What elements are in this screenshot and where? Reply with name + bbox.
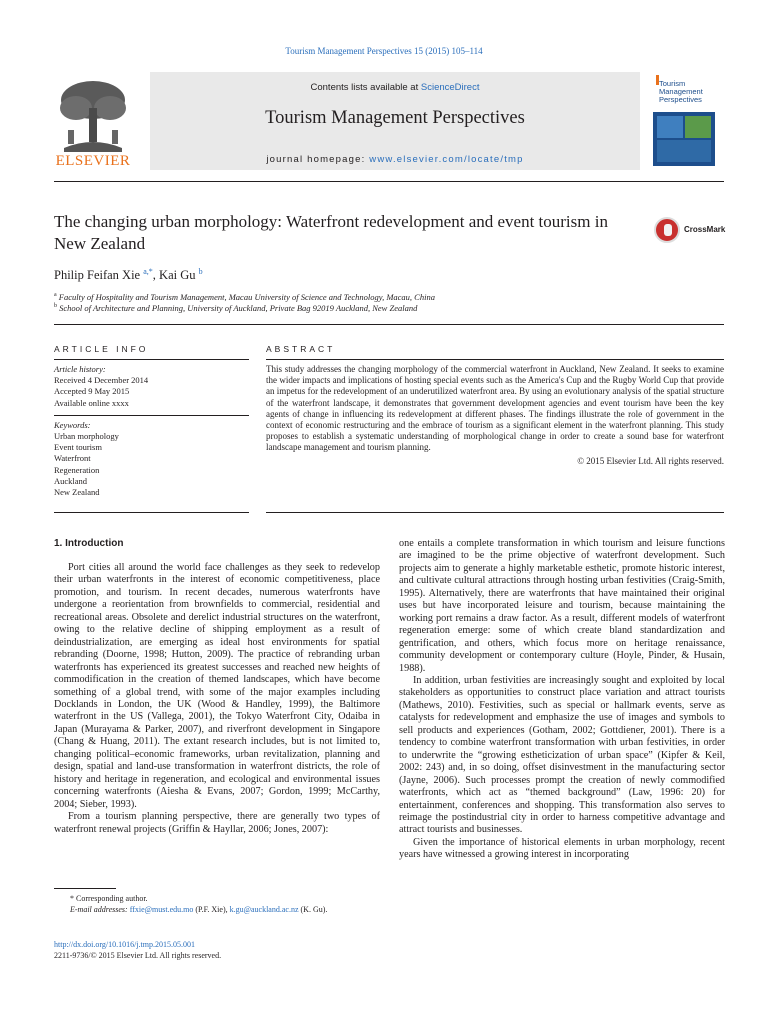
email-link[interactable]: ffxie@must.edu.mo bbox=[129, 904, 194, 914]
divider bbox=[54, 359, 249, 360]
abstract-body bbox=[266, 364, 724, 467]
author-name: Philip Feifan Xie bbox=[54, 268, 141, 283]
paper-title: The changing urban morphology: Waterfront redevelopment and event tourism in New Zealand bbox=[54, 212, 608, 253]
author-list: Philip Feifan Xie $^{a,*}$, Kai Gu $^b$ bbox=[54, 267, 203, 283]
footnote bbox=[54, 894, 384, 915]
divider bbox=[54, 512, 249, 513]
abstract-copyright: © 2015 Elsevier Ltd. All rights reserved. bbox=[577, 455, 724, 466]
history-item: Available online xxxx bbox=[54, 397, 129, 408]
body-paragraph: From a tourism planning perspective, there are generally two types of waterfront renewal projects (Griffin & Hayllar, 2006; Jones, 2007): bbox=[54, 811, 380, 835]
body-paragraph: In addition, urban festivities are increasingly sought and exploited by local stakeholders as opportunities to construct place variation and attract tourists (Mathews, 2010). Festivities, such as special or hallmark events, serve as catalysts for redevelopment and emphasize the use of images and symbols to sell products and experiences (Gotham, 2002; Gottdiener, 2001). There is a tendency to combine waterfront transformation with urban festivities, in order to underwrite the “growing estheticization of urban space” (Kipfer & Keil, 2002: 243) and, in so doing, offset disinvestment in the manufacturing sector (Jayne, 2006). Such processes prompt the creation of newly commodified waterfronts, which act as “themed background” (Law, 1996: 20) for entertainment, conferences and shopping. This transformation also serves to reimage the postindustrial city in order to harness competitive advantage and attract tourists and businesses. bbox=[399, 674, 725, 836]
crossmark-badge[interactable]: CrossMark bbox=[654, 217, 734, 245]
history-item: Received 4 December 2014 bbox=[54, 375, 149, 386]
history-item: Accepted 9 May 2015 bbox=[54, 386, 130, 397]
author-affil-mark[interactable]: a,* bbox=[143, 267, 153, 276]
section-heading: 1. Introduction bbox=[54, 538, 124, 549]
cover-title: Tourism Management Perspectives bbox=[659, 79, 703, 104]
elsevier-tree-icon bbox=[54, 78, 132, 154]
crossmark-icon bbox=[654, 217, 680, 243]
body-paragraph: Given the importance of historical elements in urban morphology, recent years have witnessed a growing interest in incorporating bbox=[399, 836, 725, 861]
journal-homepage: journal homepage: www.elsevier.com/locate/tmp bbox=[266, 154, 524, 165]
keyword: Auckland bbox=[54, 475, 88, 486]
abstract-text: This study addresses the changing morphology of the commercial waterfront in Auckland, New Zealand. It seeks to examine the wider impacts and implications of hosting special events such as the America's Cup and the Rugby World Cup that provide an impetus for the redevelopment of an underutilized waterfront area. By using an evolutionary analysis of the spatial structure of the waterfront landscape, it demonstrates that government development agencies and event tourism have been the key agents of change in influencing its redevelopment at different phases. The findings illustrate the role of government in the context of economic restructuring and the embrace of tourism as a significant element in the waterfront planning. This study proposes to establish a systematic understanding of morphological change in order to create a sound base for waterfront landscape management and tourism planning. bbox=[266, 364, 724, 453]
body-paragraph: one entails a complete transformation in which tourism and leisure functions are imagined to be the prime objective of waterfront development. Such projects aim to generate a highly marketable esthetic, promote historic interest, and cultivate cultural attractions through hosting urban festivities (Craig-Smith, 1995). Alternatively, there are waterfronts that have maintained their original uses but have incorporated leisure and tourism, because maintaining the working port remains a draw factor. As a result, different models of waterfront regeneration emerge: some of which create bland standardization and gentrification, and others, which focus more on heritage renaissance, community development or contemporary culture (Hoyle, Pinder, & Husain, 1988). bbox=[399, 538, 725, 674]
doi-link[interactable]: http://dx.doi.org/10.1016/j.tmp.2015.05.001 bbox=[54, 940, 195, 949]
footnote-rule bbox=[54, 888, 116, 889]
keyword: New Zealand bbox=[54, 487, 100, 498]
email-addresses: E-mail addresses: ffxie@must.edu.mo (P.F. Xie), k.gu@auckland.ac.nz (K. Gu). bbox=[70, 904, 328, 914]
divider bbox=[266, 359, 724, 360]
body-column-left bbox=[54, 562, 380, 836]
journal-cover bbox=[653, 72, 715, 166]
corresponding-author: * Corresponding author. bbox=[70, 894, 148, 903]
body-paragraph: Port cities all around the world face challenges as they seek to redevelop their urban waterfronts in the interest of economic competitiveness, place promotion, and tourism. In recent decades, numerous waterfronts have undergone a reorientation from brownfields to commercial, residential and recreational areas. Obsolete and derelict industrial structures on the waterfront, owing to the relative decline of shipping employment as a result of deindustrialization, are emerging as ideal host environments for spatial rebranding (Doorne, 1998; Hutton, 2009). The practice of rebranding urban waterfronts has experienced its greatest successes and reached new heights of commodification in the creation of themed landscapes, which have become something of a global trend, with some of the major examples including Docklands in London, the UK (Wood & Handley, 1999), the Baltimore waterfront in the US (Vallega, 2001), the Tokyo Waterfront City, Odaiba in Japan (Murayama & Parker, 2007), and riverfront development in Singapore (Chang & Huang, 2011). The extant research includes, but is not limited to, changing political–economic frameworks, urban revitalization, planning and design, spatial and land-use transformation in waterfront districts, the role of history and heritage in regeneration, and ecological and environmental issues concerning waterfronts (Aiesha & Evans, 2007; Gordon, 1999; McCarthy, 2004; Sieber, 1993). bbox=[54, 562, 380, 810]
abstract-heading: ABSTRACT bbox=[266, 344, 336, 354]
article-info-heading: ARTICLE INFO bbox=[54, 344, 149, 354]
contents-line: Contents lists available at ScienceDirect bbox=[310, 82, 480, 93]
elsevier-logo bbox=[54, 78, 132, 170]
keywords-label: Keywords: bbox=[54, 419, 91, 430]
author-name: Kai Gu bbox=[159, 268, 196, 283]
title-divider bbox=[54, 324, 724, 325]
journal-citation[interactable]: Tourism Management Perspectives 15 (2015) 105–114 bbox=[285, 46, 483, 56]
keyword: Event tourism bbox=[54, 442, 102, 453]
journal-header-box bbox=[150, 72, 640, 170]
author-affil-mark[interactable]: b bbox=[198, 267, 203, 276]
journal-title: Tourism Management Perspectives bbox=[265, 108, 525, 128]
homepage-link[interactable]: www.elsevier.com/locate/tmp bbox=[369, 154, 524, 165]
article-identifiers bbox=[54, 940, 221, 961]
keyword: Urban morphology bbox=[54, 431, 119, 442]
header-divider bbox=[54, 181, 724, 182]
affiliation: $^b$ School of Architecture and Planning, University of Auckland, Private Bag 92019 Auckland, New Zealand bbox=[54, 303, 418, 313]
body-column-right bbox=[399, 538, 725, 862]
email-link[interactable]: k.gu@auckland.ac.nz bbox=[229, 904, 299, 914]
publisher-name: ELSEVIER bbox=[55, 153, 131, 169]
keyword: Regeneration bbox=[54, 464, 100, 475]
issn-line: 2211-9736/© 2015 Elsevier Ltd. All rights reserved. bbox=[54, 950, 222, 960]
sciencedirect-link[interactable]: ScienceDirect bbox=[420, 82, 480, 93]
divider bbox=[266, 512, 724, 513]
article-info bbox=[54, 364, 249, 498]
keyword: Waterfront bbox=[54, 453, 91, 464]
affiliation: $^a$ Faculty of Hospitality and Tourism Management, Macau University of Science and Technology, Macau, China bbox=[54, 292, 435, 302]
history-label: Article history: bbox=[54, 364, 106, 374]
